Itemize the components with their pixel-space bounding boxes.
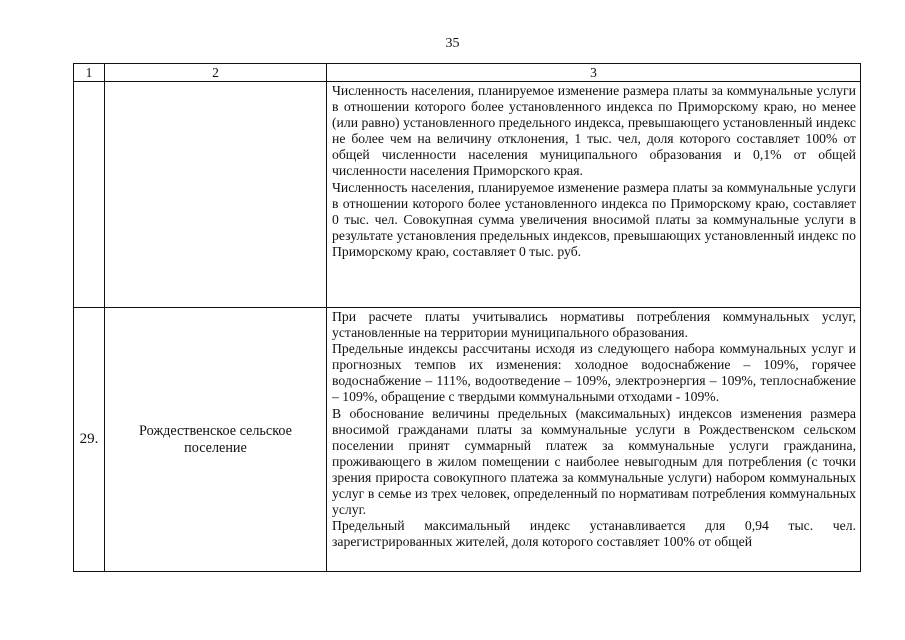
row-number-cell bbox=[74, 82, 105, 308]
data-table bbox=[73, 63, 861, 572]
settlement-name-cell bbox=[105, 82, 327, 308]
column-header-2: 2 bbox=[105, 64, 327, 82]
description-cell bbox=[327, 82, 861, 308]
paragraph: В обоснование величины предельных (максимальных) индексов изменения размера вносимой гражданами платы за коммунальные услуги в Рождественском сельском поселении принят суммарный платеж за коммунальные услуги гражданина, проживающего в жилом помещении с наиболее невыгодным для потребления (с точки зрения прироста совокупного платежа за коммунальные услуги) набором коммунальных услуг в семье из трех человек, определенный по нормативам потребления коммунальных услуг. bbox=[332, 405, 856, 518]
paragraph: Предельный максимальный индекс устанавливается для 0,94 тыс. чел. зарегистрированных жителей, доля которого составляет 100% от общей bbox=[332, 518, 856, 550]
paragraph: При расчете платы учитывались нормативы потребления коммунальных услуг, установленные на территории муниципального образования. bbox=[332, 309, 856, 341]
description-cell bbox=[327, 308, 861, 572]
paragraph: Численность населения, планируемое изменение размера платы за коммунальные услуги в отношении которого более установленного индекса по Приморскому краю, составляет 0 тыс. чел. Совокупная сумма увеличения вносимой платы за коммунальные услуги в результате установления предельных индексов, превышающих установленный индекс по Приморскому краю, составляет 0 тыс. руб. bbox=[332, 179, 856, 259]
table-row bbox=[74, 308, 861, 572]
table-row bbox=[74, 82, 861, 308]
table-header-row bbox=[74, 64, 861, 82]
column-header-1: 1 bbox=[74, 64, 105, 82]
page-number: 35 bbox=[445, 36, 460, 51]
column-header-3: 3 bbox=[327, 64, 861, 82]
paragraph: Численность населения, планируемое изменение размера платы за коммунальные услуги в отношении которого более установленного индекса по Приморскому краю, но менее (или равно) установленного предельного индекса, превышающего установленный индекс не более чем на величину отклонения, 1 тыс. чел, доля которого составляет 100% от общей численности населения муниципального образования и 0,1% от общей численности населения Приморского края. bbox=[332, 83, 856, 179]
settlement-name-cell: Рождественское сельское поселение bbox=[105, 308, 327, 572]
row-number-cell: 29. bbox=[74, 308, 105, 572]
paragraph: Предельные индексы рассчитаны исходя из следующего набора коммунальных услуг и прогнозных темпов их изменения: холодное водоснабжение – 109%, горячее водоснабжение – 111%, водоотведение – 109%, электроэнергия – 109%, теплоснабжение – 109%, обращение с твердыми коммунальными отходами - 109%. bbox=[332, 341, 856, 405]
